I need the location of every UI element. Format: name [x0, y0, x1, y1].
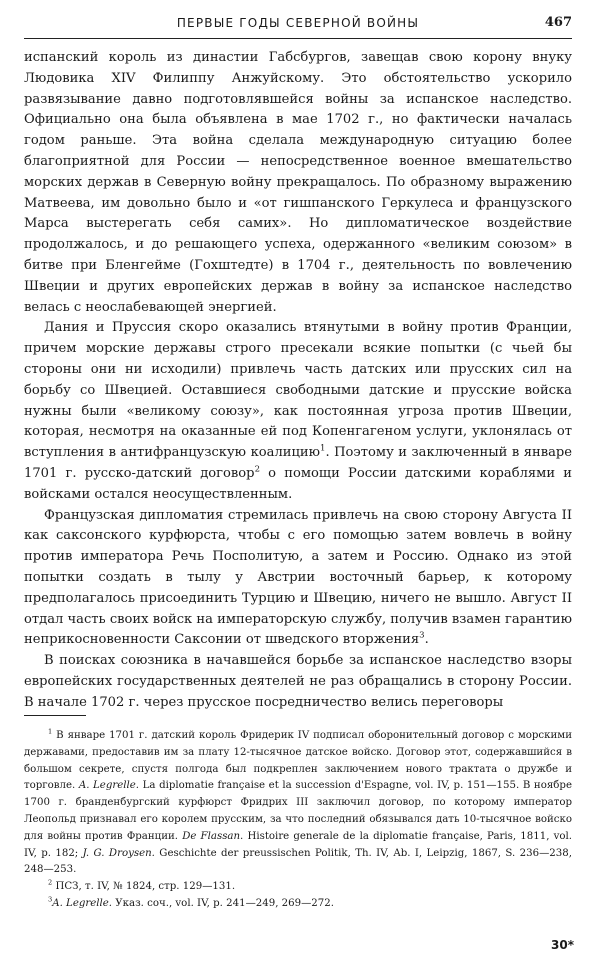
footnote-ref[interactable]: 1 — [320, 443, 326, 454]
footnote-text: Histoire generale de la diplomatie française, Paris, 1811, vol. IV, p. 182; — [24, 830, 572, 859]
footnote-text: Указ. соч., vol. IV, p. 241—249, 269—272. — [112, 897, 334, 909]
footnote — [24, 896, 572, 913]
footnote-mark: 2 — [48, 878, 53, 887]
footnote-mark: 1 — [48, 727, 53, 736]
paragraph-text: Французская дипломатия стремилась привлечь на свою сторону Августа II как саксонского курфюрста, чтобы с его помощью затем вовлечь в войну против императора Речь Посполитую, а затем и Россию. Однако из этой попытки создать в тылу у Австрии восточный барьер, к которому предполагалось присоединить Турцию и Швецию, ничего не вышло. Август II отдал часть своих войск на императорскую службу, получив взамен гарантию неприкосновенности Саксонии от шведского вторжения — [24, 507, 572, 648]
paragraph-text: . — [424, 632, 429, 648]
footnote-ref[interactable]: 3 — [419, 630, 425, 641]
paragraph — [24, 651, 572, 713]
signature-mark: 30* — [551, 938, 574, 952]
footnote-author: A. Legrelle. — [78, 780, 140, 792]
main-text — [24, 48, 572, 714]
footnotes — [24, 728, 572, 913]
footnote-author: J. G. Droysen. — [82, 847, 155, 859]
paragraph-text: о помощи России датскими кораблями и войсками остался неосуществленным. — [24, 465, 573, 502]
footnote-author: De Flassan. — [182, 830, 244, 842]
paragraph — [24, 48, 572, 318]
paragraph-text: Дания и Пруссия скоро оказались втянутыми в войну против Франции, причем морские державы строго пресекали всякие попытки (с чьей бы стороны они ни исходили) привлечь часть датских или прусских сил на борьбу со Швецией. Оставшиеся свободными датские и прусские войска нужны были «великому союзу», как постоянная угроза против Швеции, которая, несмотря на оказанные ей под Копенгагеном услуги, уклонялась от вступления в антифранцузскую коалицию — [24, 320, 572, 461]
paragraph — [24, 506, 572, 652]
paragraph-text: . Поэтому и заключенный в январе 1701 г. русско-датский договор — [24, 445, 573, 481]
footnote — [24, 728, 572, 879]
footnote-text: Geschichte der preussischen Politik, Th. IV, Ab. I, Leipzig, 1867, S. 236—238, 248—253. — [24, 847, 572, 876]
page-number: 467 — [544, 15, 572, 30]
paragraph — [24, 318, 572, 505]
paragraph-text: испанский король из династии Габсбургов, завещав свою корону внуку Людовика XIV Филиппу Анжуйскому. Это обстоятельство ускорило развязывание давно подготовлявшейся войны за испанское наследство. Официально она была объявлена в мае 1702 г., но фактически началась годом раньше. Эта война сделала международную ситуацию более благоприятной для России — непосредственное военное вмешательство морских держав в Северную войну прекращалось. По образному выражению Матвеева, им довольно было и «от гишпанского Геркулеса и французского Марса выстерегать себя самих». Но дипломатическое воздействие продолжалось, и до решающего успеха, одержанного «великим союзом» в битве при Бленгейме (Гохштедте) в 1704 г., деятельность по вовлечению Швеции и других европейских держав в войну за испанское наследство велась с неослабевающей энергией. — [24, 50, 572, 315]
paragraph-text: В поисках союзника в начавшейся борьбе за испанское наследство взоры европейских государственных деятелей не раз обращались в сторону России. В начале 1702 г. через прусское посредничество велись переговоры — [24, 653, 572, 710]
footnote-text: В январе 1701 г. датский король Фридерик IV подписал оборонительный договор с морскими державами, предоставив им за плату 12-тысячное датское войско. Договор этот, содержавшийся в большом секрете, спустя полгода был подкреплен заключением нового трактата о дружбе и торговле. — [24, 730, 572, 792]
footnote-separator — [24, 715, 86, 716]
footnote-ref[interactable]: 2 — [254, 464, 260, 475]
footnote-text: La diplomatie française et la succession d'Espagne, vol. IV, p. 151—155. В ноябре 1700 г. бранденбургский курфюрст Фридрих III заключил договор, по которому император Леопольд признавал его королем прусским, за что последний обязывался дать 10-тысячное войско для войны против Франции. — [24, 780, 572, 842]
running-title: ПЕРВЫЕ ГОДЫ СЕВЕРНОЙ ВОЙНЫ — [176, 16, 420, 30]
footnote-mark: 3 — [48, 895, 53, 904]
footnote — [24, 879, 572, 896]
footnote-author: A. Legrelle. — [52, 897, 113, 909]
footnote-text: ПСЗ, т. IV, № 1824, стр. 129—131. — [52, 881, 236, 893]
page-header — [24, 14, 572, 39]
